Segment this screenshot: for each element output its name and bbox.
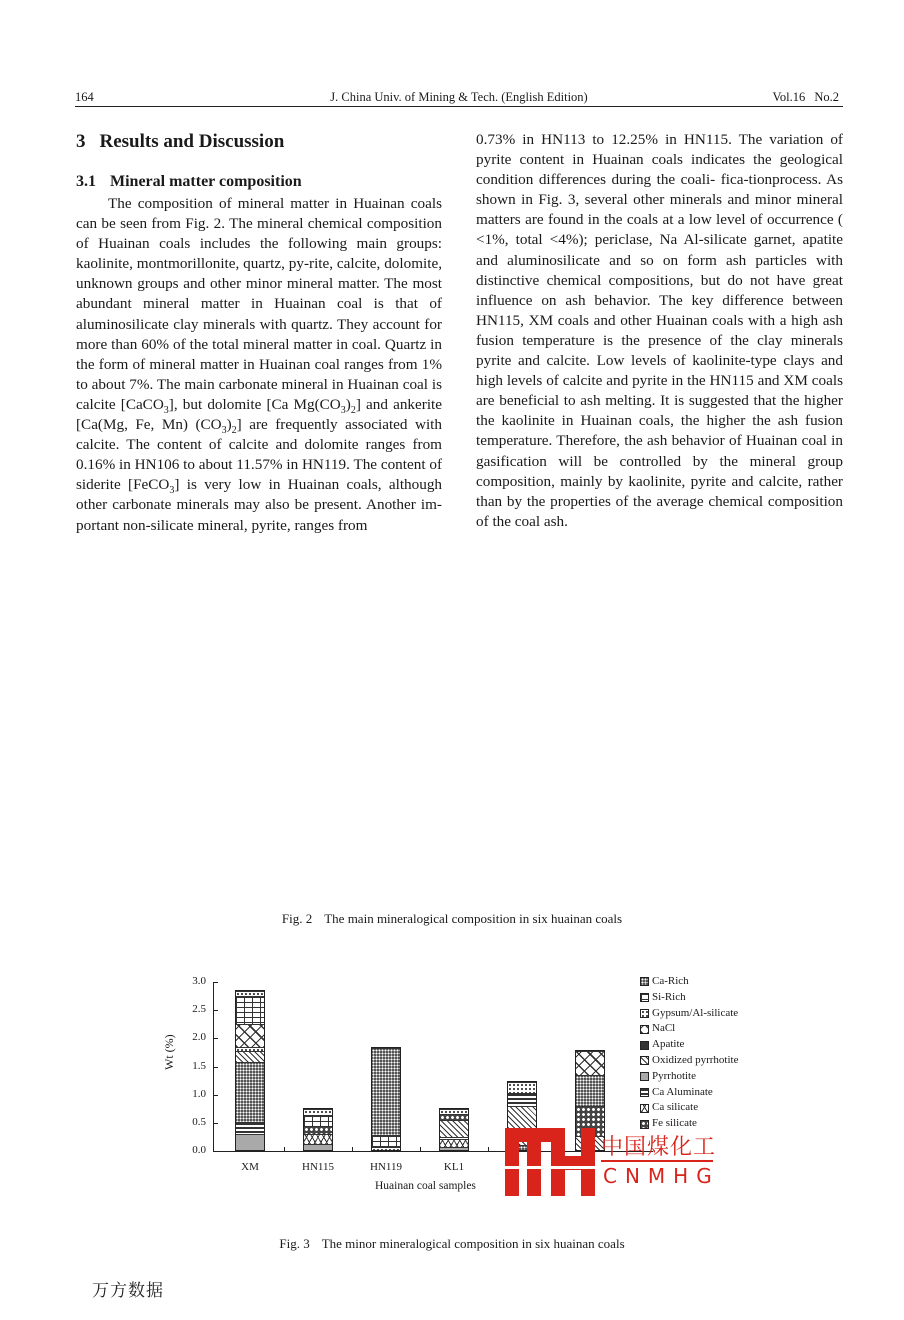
legend-label: Apatite — [652, 1038, 685, 1051]
y-tick-mark — [213, 1095, 218, 1096]
legend-swatch-icon — [640, 1041, 649, 1050]
body-paragraph-left: The composition of mineral matter in Huainan coals can be seen from Fig. 2. The mineral chemical composition of Huainan coals includes the following main groups: kaolinite, montmorillonite, quartz, py-rite, calcite, dolomite, unknown groups and other minor mineral matter. The most abundant mineral matter in Huainan coal is that of aluminosilicate clay minerals with quartz. They account for more than 60% of the total mineral matter in coal. Quartz in the form of mineral matter in Huainan coal ranges from 1% to about 7%. The main carbonate mineral in Huainan coal is calcite [CaCO$_3$], but dolomite [Ca $Mg(CO_3)_2$] and ankerite [Ca(Mg, Fe, Mn) $(CO_3)_2$] are frequently associated with calcite. The content of calcite and dolomite ranges from 0.16% in HN106 to about 11.57% in HN119. The content of siderite [FeCO$_3$] is very low in Huainan coals, although other carbonate minerals may also be present. Another im-portant non-silicate mineral, pyrite, ranges from — [76, 195, 443, 534]
y-tick-label: 1.0 — [192, 1087, 206, 1100]
legend-swatch-icon — [640, 993, 649, 1002]
x-tick-label: HN119 — [370, 1161, 402, 1173]
volume: Vol.16 — [772, 90, 806, 104]
chart-legend — [640, 974, 738, 1132]
legend-item — [640, 1021, 738, 1037]
bar-segment — [576, 1075, 604, 1105]
bar-segment — [440, 1139, 468, 1147]
watermark-english: CNMHG — [603, 1164, 720, 1188]
legend-label: Oxidized pyrrhotite — [652, 1053, 739, 1066]
y-tick-label: 2.5 — [192, 1003, 206, 1016]
x-tick-mark — [352, 1147, 353, 1151]
x-tick-mark — [420, 1147, 421, 1151]
page-number: 164 — [75, 90, 94, 104]
bar-segment — [440, 1147, 468, 1150]
fig3-text: The minor mineralogical composition in six huainan coals — [321, 1236, 625, 1251]
bar-segment — [236, 1051, 264, 1062]
watermark-chinese: 中国煤化工 — [601, 1135, 717, 1160]
cnmhg-logo-icon — [505, 1128, 595, 1196]
y-tick-mark — [213, 982, 218, 983]
issue: No.2 — [814, 90, 839, 104]
x-tick-label: HN115 — [302, 1161, 334, 1173]
y-tick-mark — [213, 1067, 218, 1068]
subsection-title: Mineral matter composition — [110, 173, 302, 190]
section-heading — [76, 130, 442, 154]
legend-swatch-icon — [640, 1104, 649, 1113]
legend-label: NaCl — [652, 1022, 676, 1035]
y-tick-label: 3.0 — [192, 975, 206, 987]
legend-item — [640, 990, 738, 1006]
fig3-number: Fig. 3 — [279, 1236, 310, 1251]
legend-item — [640, 1053, 738, 1069]
legend-item — [640, 1085, 738, 1101]
y-tick-mark — [213, 1123, 218, 1124]
legend-label: Pyrrhotite — [652, 1069, 696, 1082]
bar-hn115 — [303, 1108, 333, 1151]
right-column — [476, 130, 843, 532]
bar-kl1 — [439, 1108, 469, 1151]
fig3-caption — [0, 1236, 904, 1252]
legend-swatch-icon — [640, 1072, 649, 1081]
legend-label: Ca-Rich — [652, 975, 689, 987]
legend-label: Ca silicate — [652, 1101, 699, 1114]
journal-title: J. China Univ. of Mining & Tech. (English Edition) — [330, 90, 588, 104]
legend-label: Gypsum/Al-silicate — [652, 1006, 739, 1019]
y-tick-label: 0.0 — [192, 1144, 206, 1156]
legend-swatch-icon — [640, 1025, 649, 1034]
y-tick-label: 0.5 — [192, 1115, 206, 1128]
legend-swatch-icon — [640, 1009, 649, 1018]
bar-segment — [508, 1093, 536, 1107]
bar-segment — [372, 1048, 400, 1135]
x-tick-mark — [488, 1147, 489, 1151]
legend-item — [640, 974, 738, 990]
legend-label: Ca Aluminate — [652, 1085, 713, 1098]
running-header — [75, 88, 843, 107]
x-tick-mark — [284, 1147, 285, 1151]
fig2-caption — [0, 911, 904, 927]
y-tick-mark — [213, 1038, 218, 1039]
x-axis-title: Huainan coal samples — [375, 1180, 476, 1192]
bar-segment — [576, 1051, 604, 1076]
legend-label: Si-Rich — [652, 990, 686, 1003]
legend-swatch-icon — [640, 977, 649, 986]
bar-segment — [372, 1147, 400, 1150]
subsection-heading — [76, 172, 442, 192]
legend-swatch-icon — [640, 1056, 649, 1065]
bar-segment — [236, 1024, 264, 1046]
fig2-number: Fig. 2 — [281, 911, 313, 926]
legend-label: Fe silicate — [652, 1117, 697, 1130]
bar-segment — [304, 1126, 332, 1134]
bar-segment — [508, 1082, 536, 1093]
bar-segment — [440, 1120, 468, 1136]
legend-item — [640, 1069, 738, 1085]
watermark-rule — [601, 1160, 713, 1162]
legend-item — [640, 1006, 738, 1022]
y-tick-mark — [213, 1010, 218, 1011]
bar-segment — [236, 1122, 264, 1134]
body-paragraph-right: 0.73% in HN113 to 12.25% in HN115. The variation of pyrite content in Huainan coals indicates the geological condition differences during the coali- fica-tionprocess. As shown in Fig. 3, several other minerals and minor mineral matters are found in the coals at a low level of occurrence ( <1%, total <4%); periclase, Na Al-silicate garnet, apatite and aluminosilicate and so on form ash particles with distinctive chemical compositions, but do not have great influence on ash behavior. The key difference between HN115, XM coals and other Huainan coals with a high ash fusion temperature is the presence of the clay minerals pyrite and calcite. Low levels of kaolinite-type clays and high levels of calcite and pyrite in the HN115 and XM coals are beneficial to ash melting. It is suggested that the higher the kaolinite in Huainan coals, the higher the ash fusion temperature. Therefore, the ash behavior of Huainan coal in gasification will be controlled by the mineral group composition, mainly by kaolinite, pyrite and calcite, rather than by the properties of the average chemical composition of the coal ash. — [476, 131, 843, 530]
y-tick-mark — [213, 1151, 218, 1152]
fig2-text: The main mineralogical composition in six huainan coals — [324, 911, 623, 926]
bar-segment — [372, 1135, 400, 1147]
legend-item — [640, 1100, 738, 1116]
bar-segment — [304, 1144, 332, 1150]
y-tick-label: 1.5 — [192, 1059, 206, 1072]
x-tick-label: KL1 — [443, 1161, 465, 1173]
bar-segment — [304, 1115, 332, 1126]
bar-xm — [235, 990, 265, 1151]
y-tick-label: 2.0 — [192, 1031, 206, 1044]
legend-swatch-icon — [640, 1088, 649, 1097]
left-column — [76, 130, 442, 536]
source-watermark: 万方数据 — [92, 1281, 164, 1301]
section-number: 3 — [76, 131, 86, 152]
volume-issue — [772, 90, 839, 105]
legend-item — [640, 1037, 738, 1053]
bar-segment — [236, 1134, 264, 1150]
x-tick-label: XM — [241, 1161, 259, 1173]
subsection-number: 3.1 — [76, 173, 96, 190]
section-title: Results and Discussion — [99, 131, 285, 152]
y-axis-title: Wt (%) — [162, 1034, 176, 1070]
bar-segment — [236, 996, 264, 1024]
watermark — [505, 1128, 720, 1196]
bar-hn119 — [371, 1047, 401, 1151]
bar-segment — [236, 1062, 264, 1122]
bar-segment — [304, 1134, 332, 1144]
